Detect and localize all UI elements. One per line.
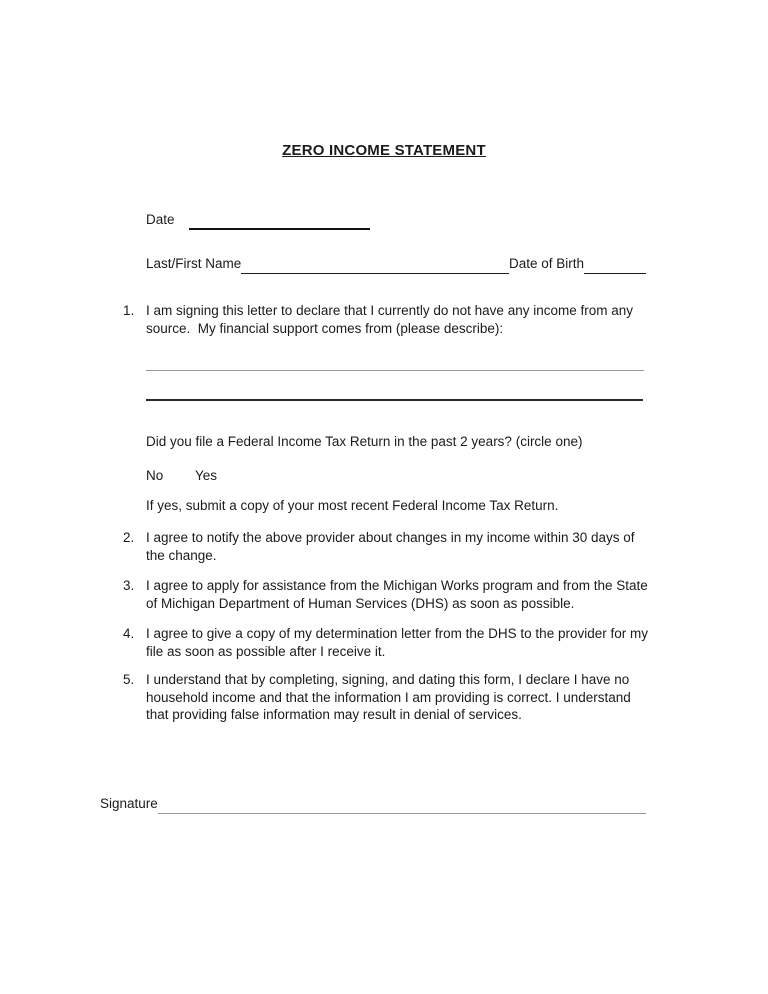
last-first-name-fill-line[interactable]: [241, 259, 509, 274]
list-item-text: I understand that by completing, signing, and dating this form, I declare I have no household income and that the information I am providing is correct. I understand that providing false information may result in denial of services.: [146, 672, 635, 722]
last-first-name-label: Last/First Name: [146, 256, 242, 271]
list-item-text: I agree to give a copy of my determination letter from the DHS to the provider for my file as soon as possible after I receive it.: [146, 626, 652, 659]
date-of-birth-fill-line[interactable]: [584, 259, 646, 274]
list-item-3: [123, 577, 651, 612]
answer-no[interactable]: No: [146, 468, 164, 483]
list-item-5: [123, 671, 651, 724]
circle-one-answers: [146, 467, 217, 485]
describe-fill-line-1[interactable]: [146, 370, 644, 371]
name-dob-field-row: [146, 255, 646, 273]
list-item-2: [123, 529, 651, 564]
list-item-number: 5.: [123, 672, 135, 687]
list-item-number: 3.: [123, 578, 135, 593]
list-item-number: 2.: [123, 530, 135, 545]
list-item-text: I agree to apply for assistance from the Michigan Works program and from the State of Michigan Department of Human Services (DHS) as soon as possible.: [146, 578, 652, 611]
date-fill-line[interactable]: [189, 215, 370, 230]
list-item-text: I agree to notify the above provider about changes in my income within 30 days of the change.: [146, 530, 639, 563]
list-item-number: 1.: [123, 303, 135, 318]
list-item-text: I am signing this letter to declare that I currently do not have any income from any source. My financial support comes from (please describe):: [146, 303, 637, 336]
date-of-birth-label: Date of Birth: [508, 256, 584, 271]
signature-field-row: [100, 795, 646, 813]
tax-return-question: Did you file a Federal Income Tax Return in the past 2 years? (circle one): [146, 434, 583, 449]
answer-yes[interactable]: Yes: [195, 468, 218, 483]
signature-label: Signature: [100, 796, 158, 811]
page-title: ZERO INCOME STATEMENT: [282, 142, 486, 159]
date-label: Date: [146, 212, 175, 227]
date-field-row: [146, 211, 376, 229]
describe-fill-line-2[interactable]: [146, 399, 643, 401]
list-item-1: [123, 302, 651, 337]
list-item-4: [123, 625, 651, 660]
if-yes-note: If yes, submit a copy of your most recent Federal Income Tax Return.: [146, 498, 559, 513]
list-item-number: 4.: [123, 626, 135, 641]
signature-fill-line[interactable]: [158, 799, 646, 814]
